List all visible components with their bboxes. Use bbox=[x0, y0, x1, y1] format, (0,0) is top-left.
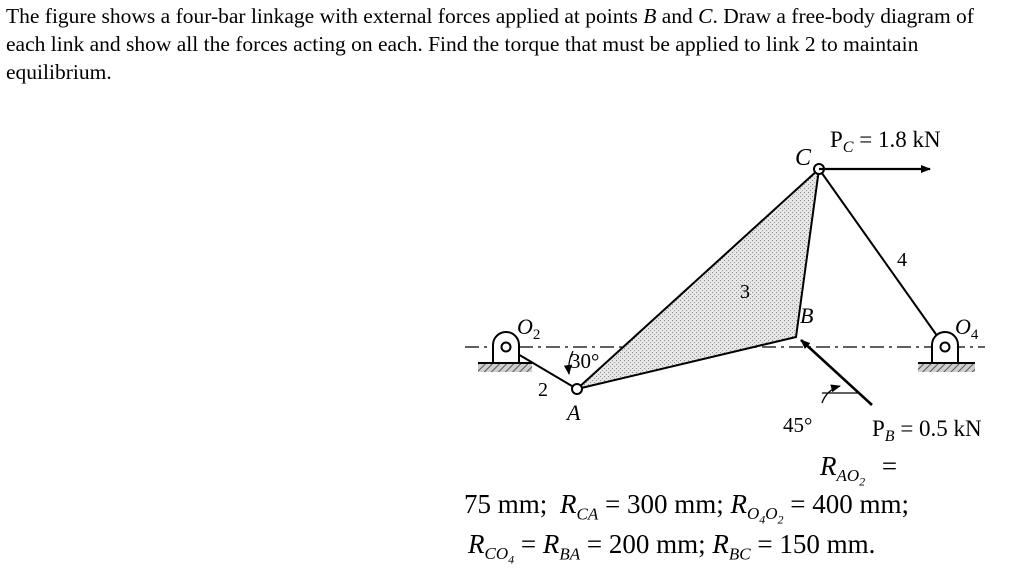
problem-text-2: and bbox=[656, 4, 699, 28]
r-ao2-equals: = bbox=[881, 451, 898, 481]
label-a: A bbox=[567, 400, 581, 425]
force-pc-value: = 1.8 kN bbox=[853, 127, 941, 152]
force-pb-value: = 0.5 kN bbox=[894, 416, 982, 441]
label-o2 bbox=[517, 314, 540, 343]
point-c-ref: C bbox=[698, 4, 713, 28]
r-co4-subscript: CO4 bbox=[484, 544, 515, 567]
r-ca-symbol: R bbox=[560, 489, 577, 519]
force-pc-subscript: C bbox=[842, 139, 854, 156]
link-3-triangle bbox=[577, 169, 819, 389]
pin-joint-a bbox=[572, 384, 582, 394]
label-o4-letter: O bbox=[955, 314, 971, 339]
given-line-3 bbox=[468, 526, 875, 578]
r-bc-subscript: BC bbox=[728, 544, 751, 564]
force-pb-label bbox=[872, 416, 982, 445]
label-o4 bbox=[955, 314, 979, 343]
label-angle-45: 45° bbox=[783, 413, 813, 437]
r-ca-value: = 300 mm; bbox=[605, 489, 724, 519]
r-bc-value: = 150 mm. bbox=[757, 529, 876, 559]
label-o4-subscript: 4 bbox=[970, 327, 979, 343]
r-bc-symbol: R bbox=[712, 529, 729, 559]
r-o4o2-value: = 400 mm; bbox=[790, 489, 910, 519]
label-link-2: 2 bbox=[538, 379, 548, 401]
label-o2-letter: O bbox=[517, 314, 533, 339]
point-b-ref: B bbox=[643, 4, 657, 28]
r-co4-symbol: R bbox=[468, 529, 485, 559]
r-ba-symbol: R bbox=[542, 529, 560, 559]
force-pb-subscript: B bbox=[884, 428, 895, 445]
r-o4o2-subscript: O4O2 bbox=[746, 504, 784, 527]
force-pb-arrow bbox=[801, 340, 872, 405]
r-ba-value: = 200 mm; bbox=[586, 529, 706, 559]
r-ba-subscript: BA bbox=[559, 544, 581, 564]
r-co4-equals: = bbox=[520, 529, 537, 559]
label-o2-subscript: 2 bbox=[532, 327, 541, 343]
r-ao2-value: 75 mm; bbox=[464, 489, 548, 519]
r-ca-subscript: CA bbox=[576, 504, 599, 524]
label-b: B bbox=[800, 303, 814, 328]
label-angle-30: 30° bbox=[570, 349, 600, 373]
label-link-3: 3 bbox=[740, 281, 750, 303]
label-c: C bbox=[795, 145, 812, 171]
label-link-4: 4 bbox=[897, 249, 907, 271]
r-ao2-symbol: R bbox=[820, 451, 837, 481]
r-ao2-subscript: AO2 bbox=[836, 466, 866, 489]
problem-text-3: . Draw a free-body diagram of each link and show all the forces acting on each. Find the torque that must be applied to link 2 to maintain equilibrium. bbox=[6, 4, 974, 84]
link-4 bbox=[819, 169, 945, 347]
r-o4o2-symbol: R bbox=[730, 489, 747, 519]
force-pc-symbol: P bbox=[830, 127, 843, 152]
force-pb-symbol: P bbox=[872, 416, 885, 441]
problem-text-1: The figure shows a four-bar linkage with external forces applied at points bbox=[6, 4, 644, 28]
force-pc-label bbox=[830, 127, 941, 156]
